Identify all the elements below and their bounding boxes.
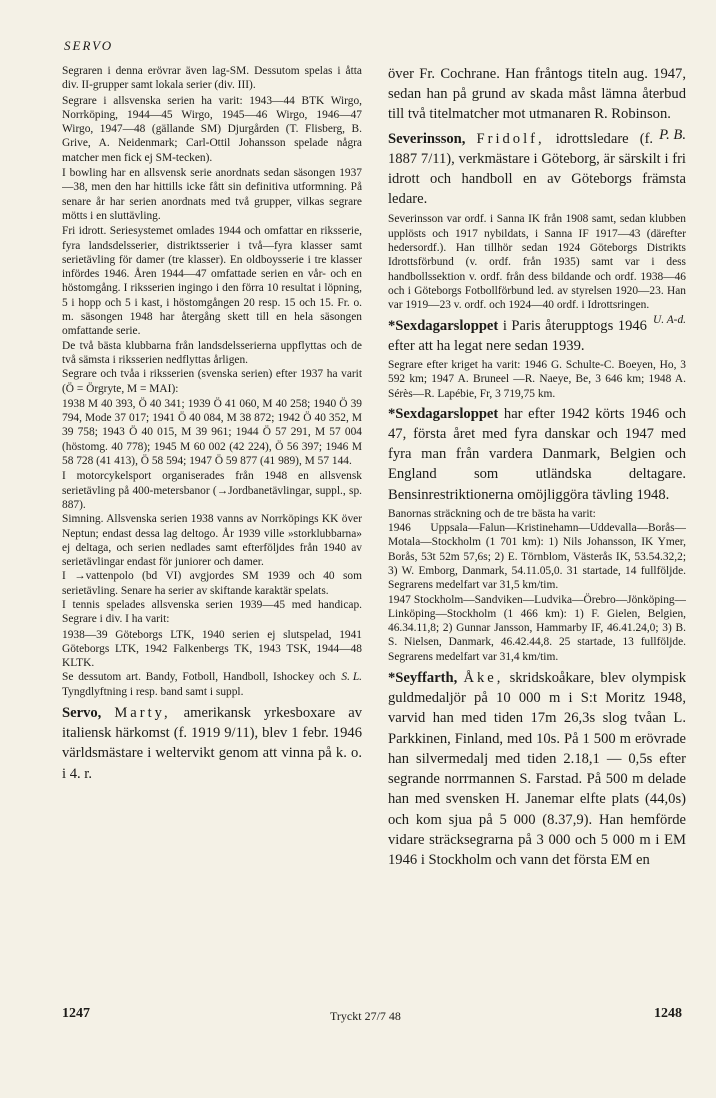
running-head: SERVO [64,38,114,53]
results-list: 1947 Stockholm—Sandviken—Ludvika—Örebro—Jönköping—Linköping—Stockholm (1 466 km): 1) F. Gielen, Belgien, 46.34.11,8; 2) Gunnar Jansson, Hammarby IF, 46.41.24,0; 3) B. S. Nielsen, Danmark, 46.42.44,8. 25 startade, 13 fullföljde. Segrarens medelfart var 31,4 km/tim. [388,593,686,663]
paragraph: I bowling har en allsvensk serie anordnats sedan säsongen 1937—38, men den har hittills icke fått sin definitiva utformning. På senare år har serien anordnats med två grupper, vilkas segrare mötts i en sluttävling. [62,167,362,222]
entry-seyffarth [388,668,686,870]
headword: *Seyffarth, [388,670,458,687]
entry-sexdagarsloppet-paris [388,316,686,356]
page-number-right: 1248 [654,1006,682,1021]
results-list: 1938—39 Göteborgs LTK, 1940 serien ej slutspelad, 1941 Göteborgs LTK, 1942 Falkenbergs TK, 1943 TSK, 1944—48 KLTK. [62,628,362,670]
paragraph: I tennis spelades allsvenska serien 1939—45 med handicap. Segrare i div. I ha varit: [62,598,362,626]
paragraph: I motorcykelsport organiserades från 1948 en allsvensk serietävling på 400-metersbanor (→Jordbanetävlingar, suppl., sp. 887). [62,470,362,511]
paragraph: De två bästa klubbarna från landsdelsserierna uppflyttas och de två sämsta i riksserien nedflyttas årligen. [62,339,362,366]
given-name: Fridolf, [476,130,545,147]
headword: Severinsson, [388,130,466,147]
left-column [62,64,362,998]
paragraph: Segrare i allsvenska serien ha varit: 1943—44 BTK Wirgo, Norrköping, 1944—45 Wirgo, 1945—46 Wirgo, 1946—47 Wirgo, 1947—48 (gällande SM) Djurgården (T. Flisberg, B. Grive, A. Neidenmark; Carl-Ottil Johansson spelade några matcher men fick ej SM-tecken). [62,94,362,164]
entry-text: har efter 1942 körts 1946 och 47, första året med fyra danskar och 1947 med fyra man från vardera Danmark, Belgien och England som utländska deltagare. Bensinrestriktionerna omöjliggöra tävling 1948. [388,405,686,503]
results-list: 1938 M 40 393, Ö 40 341; 1939 Ö 41 060, M 40 258; 1940 Ö 39 794, Mode 37 017; 1941 Ö 40 084, M 38 872; 1942 Ö 40 352, M 39 758; 1943 Ö 40 015, M 39 961; 1944 Ö 57 291, M 57 004 (höstomg. 40 778); 1945 M 60 002 (42 224), Ö 56 397; 1946 M 58 728 (41 413), Ö 58 594; 1947 Ö 59 877 (41 989), M 57 144. [62,397,362,468]
cross-reference: Se dessutom art. Bandy, Fotboll, Handboll, Ishockey och Tyngdlyftning i resp. band samt i suppl. [62,671,336,698]
signature: U. A-d. [652,313,686,326]
paragraph: I →vattenpolo (bd VI) avgjordes SM 1939 och 40 som serietävling. Senare ha serier av skiftande karaktär spelats. [62,570,362,597]
paragraph: Segrare och tvåa i riksserien (svenska serien) efter 1937 ha varit (Ö = Örgryte, M = MAI): [62,368,362,395]
entry-sexdagarsloppet [388,404,686,505]
entry-text: skridskoåkare, blev olympisk guldmedaljör på 10 000 m i S:t Moritz 1948, varvid han med tiden 17m 26,3s slog tvåan L. Parkkinen, Finland, med 10s. På 1 500 m erövrade han silvermedalj med tiden 2.18,1 — 0,5s efter segrande norrmannen S. Farstad. På 500 m delade han med svensken H. Janemar elfte plats (44,0s) och kom sjua på 5 000 (8.37,9). Han hemförde vidare sträcksegrarna på 3 000 och 5 000 m i EM 1946 i Stockholm och vann det första EM en [388,670,686,868]
given-name: Marty, [114,705,171,722]
right-column [388,64,686,998]
print-note: Tryckt 27/7 48 [330,1009,401,1023]
paragraph: Segraren i denna erövrar även lag-SM. Dessutom spelas i åtta div. II-grupper samt lokala serier (div. III). [62,65,362,92]
headword: *Sexdagarsloppet [388,317,499,334]
headword: Servo, [62,705,102,722]
paragraph: Fri idrott. Seriesystemet omlades 1944 och omfattar en riksserie, fyra landsdelsserier, distriktsserier i två—fyra klasser samt serietävling för damer (tre klasser). En oldboysserie i tre klasser infördes 1946. Åren 1944—47 omfattade serien en vår- och en höstomgång. I riksserien ingingo i den förra 10 resultat i löpning, 5 i hopp och 5 i kast, i höstomgången 20 resp. 15 och 15. Fr. o. m. säsongen 1948 har återgång skett till en hela säsongen omfattande serie. [62,225,362,338]
detail-text: Severinsson var ordf. i Sanna IK från 1908 samt, sedan klubben upplösts och 1917 nybildats, i Sanna IF 1917—43 (därefter hedersordf.). Han tillhör sedan 1924 Göteborgs Distrikts Idrottsförbund (v. ordf. från 1935) samt var i dess handbollssektion v. ordf. från dess bildande och ordf. 1938—46 och i Göteborgs Fotbollförbund led. av styrelsen 1920—23. Han var 1919—23 v. ordf. och 1924—40 ordf. i Idrottsringen. [388,213,686,312]
signature: S. L. [341,671,362,684]
entry-text: i Paris återupptogs 1946 efter att ha legat nere sedan 1939. [388,317,647,354]
given-name: Åke, [463,670,504,687]
entry-text: idrottsledare (f. 1887 7/11), verkmästare i Göteborg, är särskilt i fri idrott och handboll en av Göteborgs främsta ledare. [388,130,686,208]
headword: *Sexdagarsloppet [388,405,499,422]
results-list: 1946 Uppsala—Falun—Kristinehamn—Uddevalla—Borås—Motala—Stockholm (1 701 km): 1) Nils Johansson, IK Ymer, Borås, 53t 52m 57,6s; 2) E. Törnblom, Västerås IK, 53.54.32,2; 3) W. Emborg, Danmark, 54.11.05,0. 31 startade, 14 fullföljde. Segrarens medelfart var 31,5 km/tim. [388,522,686,592]
entry-text: över Fr. Cochrane. Han fråntogs titeln aug. 1947, sedan han på grund av skada måst lämna återbud till två titelmatcher mot utmanaren R. Robinson. [388,66,686,123]
paragraph: Simning. Allsvenska serien 1938 vanns av Norrköpings KK över Neptun; endast dessa lag deltogo. År 1939 ville »storklubbarna» ej deltaga, och serien nedlades samt efterföljdes från 1940 av serietävlingar endast för juniorer och damer. [62,513,362,569]
entry-servo [62,703,362,784]
entry-detail: Banornas sträckning och de tre bästa ha varit: [388,507,596,520]
paragraph [62,670,362,699]
page-number-left: 1247 [62,1006,90,1021]
signature: P. B. [659,126,686,143]
entry-severinsson [388,129,686,210]
entry-detail: Segrare efter kriget ha varit: 1946 G. Schulte-C. Boeyen, Ho, 3 592 km; 1947 A. Bruneel —R. Naeye, Be, 3 646 km; 1948 A. Sérès—R. Lapébie, Fr, 3 719,75 km. [388,358,686,400]
entry-text: amerikansk yrkesboxare av italiensk härkomst (f. 1919 9/11), blev 1 febr. 1946 världsmästare i weltervikt genom att vinna på k. o. i 4. r. [62,705,362,782]
